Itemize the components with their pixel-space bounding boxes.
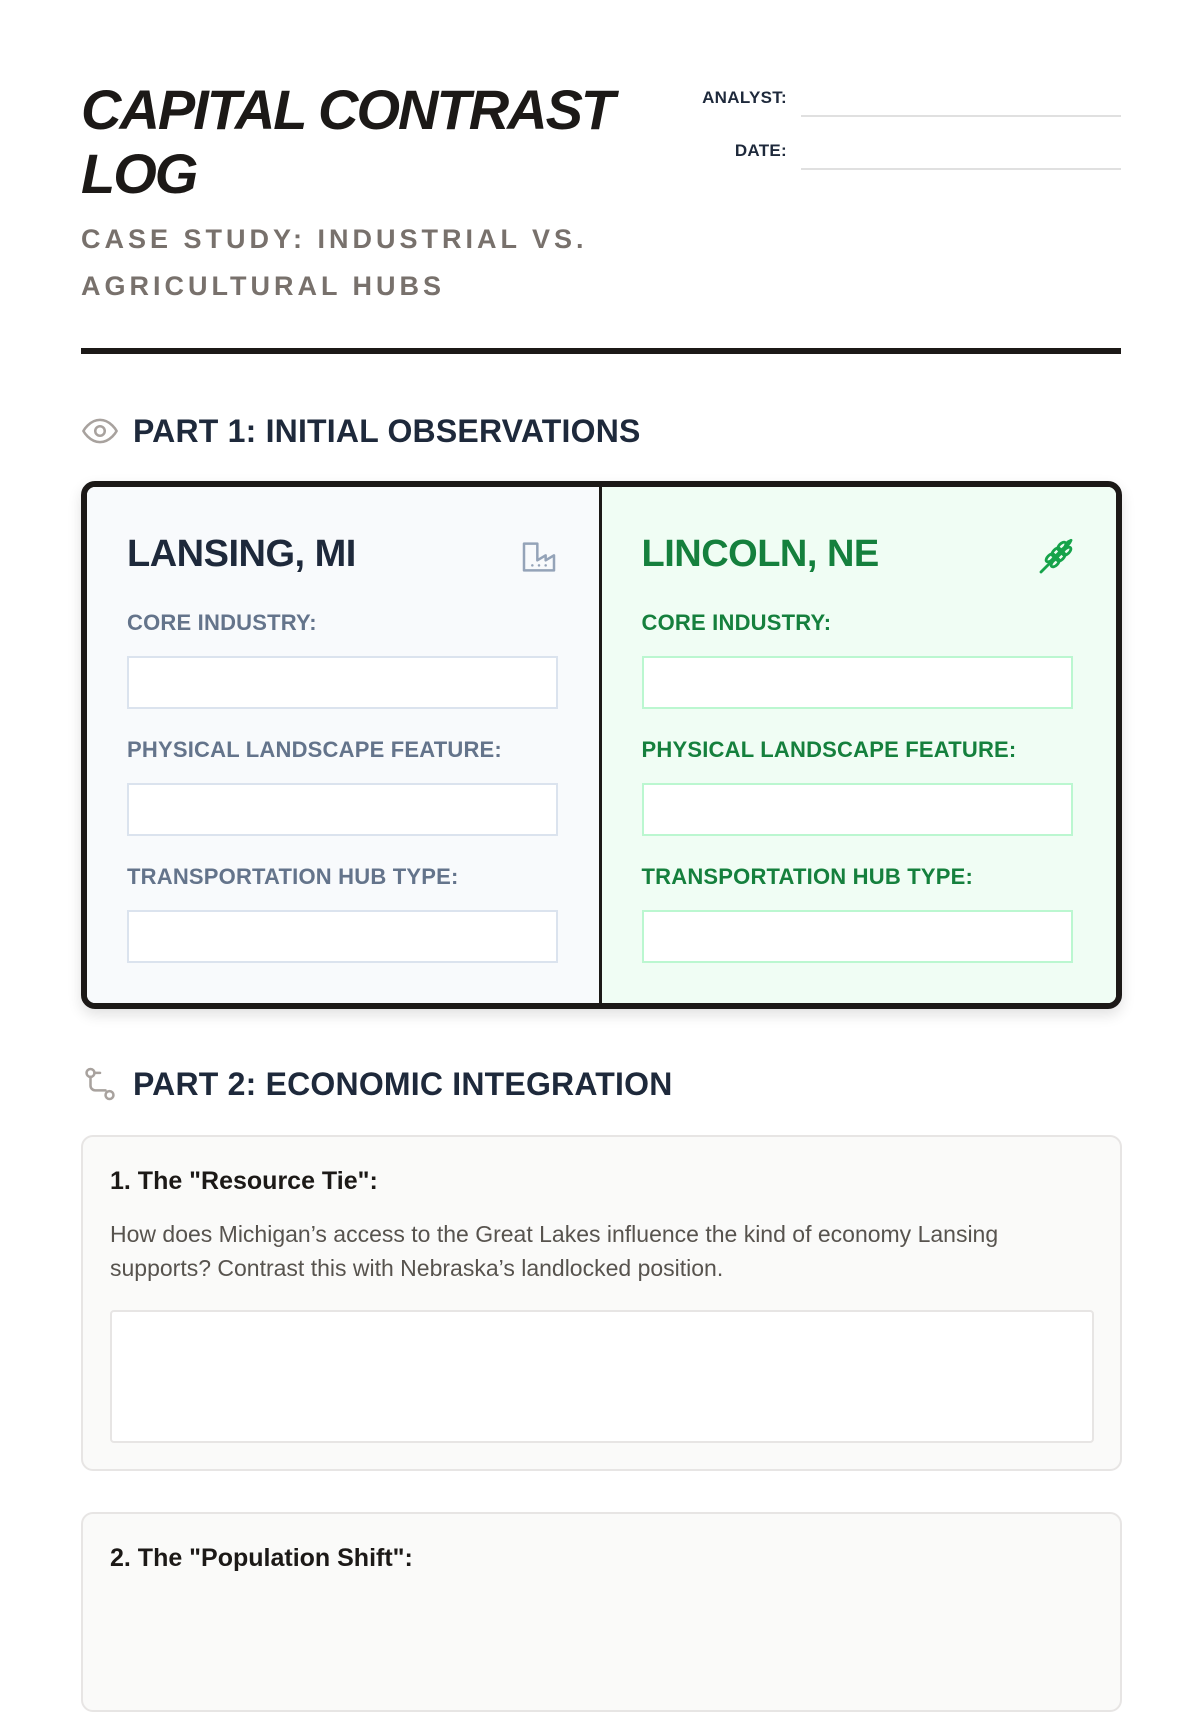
city-panel-lincoln bbox=[602, 487, 1117, 1003]
city-name: LINCOLN, NE bbox=[641, 533, 879, 575]
header-divider bbox=[81, 348, 1121, 354]
route-icon bbox=[81, 1065, 119, 1103]
transport-hub-input[interactable] bbox=[127, 910, 558, 963]
meta-fields bbox=[681, 88, 1121, 194]
city-name: LANSING, MI bbox=[127, 533, 356, 575]
transport-hub-input[interactable] bbox=[642, 910, 1073, 963]
core-industry-input[interactable] bbox=[127, 656, 558, 709]
question-card bbox=[81, 1135, 1122, 1471]
landscape-feature-label: PHYSICAL LANDSCAPE FEATURE: bbox=[641, 737, 1017, 762]
core-industry-label: CORE INDUSTRY: bbox=[127, 610, 317, 635]
answer-box[interactable] bbox=[110, 1310, 1094, 1443]
landscape-feature-input[interactable] bbox=[642, 783, 1073, 836]
page-subtitle: CASE STUDY: INDUSTRIAL VS. AGRICULTURAL HUBS bbox=[81, 224, 588, 301]
question-prompt: How does Michigan’s access to the Great Lakes influence the kind of economy Lansing supports? Contrast this with Nebraska’s landlocked position. bbox=[110, 1221, 999, 1281]
landscape-feature-input[interactable] bbox=[127, 783, 558, 836]
city-panel-lansing bbox=[87, 487, 602, 1003]
transport-hub-label: TRANSPORTATION HUB TYPE: bbox=[641, 864, 974, 889]
date-field[interactable] bbox=[801, 168, 1121, 170]
wheat-icon bbox=[1036, 537, 1076, 577]
date-label: DATE: bbox=[734, 141, 787, 160]
part1-heading bbox=[81, 411, 1081, 451]
analyst-label: ANALYST: bbox=[702, 88, 787, 107]
question-title: 1. The "Resource Tie": bbox=[110, 1167, 378, 1195]
part2-heading bbox=[81, 1064, 1081, 1104]
date-row bbox=[681, 141, 1121, 194]
part1-heading-label: PART 1: INITIAL OBSERVATIONS bbox=[133, 412, 641, 449]
page-title: CAPITAL CONTRAST LOG bbox=[81, 78, 614, 205]
question-title: 2. The "Population Shift": bbox=[110, 1544, 413, 1572]
core-industry-input[interactable] bbox=[642, 656, 1073, 709]
analyst-field[interactable] bbox=[801, 115, 1121, 117]
analyst-row bbox=[681, 88, 1121, 141]
factory-icon bbox=[519, 537, 559, 577]
part2-heading-label: PART 2: ECONOMIC INTEGRATION bbox=[133, 1065, 673, 1102]
landscape-feature-label: PHYSICAL LANDSCAPE FEATURE: bbox=[127, 737, 502, 762]
core-industry-label: CORE INDUSTRY: bbox=[641, 610, 832, 635]
city-comparison-card bbox=[81, 481, 1122, 1009]
question-card bbox=[81, 1512, 1122, 1712]
eye-icon bbox=[81, 412, 119, 450]
transport-hub-label: TRANSPORTATION HUB TYPE: bbox=[127, 864, 459, 889]
